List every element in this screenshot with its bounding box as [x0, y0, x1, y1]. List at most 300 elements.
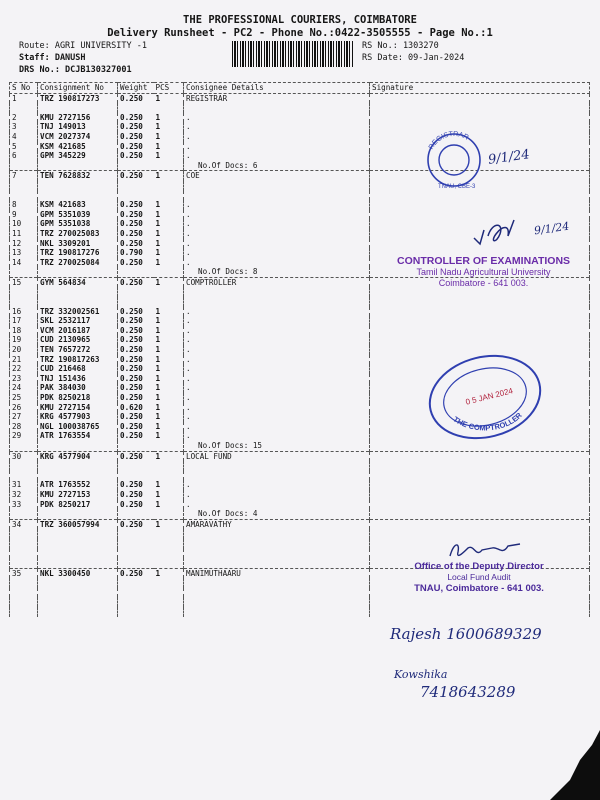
spacer-row [10, 297, 590, 307]
pieces [154, 539, 184, 549]
weight: 0.250 [118, 451, 154, 461]
consignee-details: . [184, 355, 370, 365]
runsheet-title: Delivery Runsheet - PC2 - Phone No.:0422-3505555 - Page No.:1 [107, 27, 493, 39]
consignee-details: AMARAVATHY [184, 519, 370, 529]
consignment-number [38, 529, 118, 539]
col-consignment: Consignment No [38, 83, 118, 94]
weight [118, 287, 154, 297]
consignee-details: . [184, 335, 370, 345]
consignment-number [38, 267, 118, 277]
serial-number: 28 [10, 422, 38, 432]
weight: 0.250 [118, 326, 154, 336]
weight: 0.250 [118, 568, 154, 578]
serial-number [10, 161, 38, 171]
pieces [154, 103, 184, 113]
pieces [154, 267, 184, 277]
pieces: 1 [155, 421, 161, 431]
weight: 0.250 [118, 422, 154, 432]
serial-number: 29 [10, 431, 38, 441]
consignee-details [184, 181, 370, 191]
serial-number: 23 [10, 374, 38, 384]
serial-number: 33 [10, 500, 38, 510]
weight [118, 181, 154, 191]
weight [118, 461, 154, 471]
pieces: 1 [155, 141, 161, 151]
consignment-number: TRZ 190817276 [38, 248, 118, 258]
consignment-number: CUD 216468 [38, 364, 118, 374]
drs-number: DRS No.: DCJB130327001 [19, 65, 132, 75]
rs-date: RS Date: 09-Jan-2024 [362, 53, 465, 63]
lfa-stamp-line2: Local Fund Audit [447, 572, 511, 582]
consignee-details: . [184, 422, 370, 432]
pieces [154, 597, 184, 607]
pieces: 1 [155, 364, 161, 374]
pieces: 1 [154, 451, 184, 461]
pieces [154, 441, 184, 451]
weight: 0.250 [118, 239, 154, 249]
pieces: 1 [155, 354, 161, 364]
col-weight: Weight [118, 83, 154, 94]
torn-corner [540, 720, 600, 800]
table-row [10, 200, 590, 210]
serial-number: 25 [10, 393, 38, 403]
serial-number: 18 [10, 326, 38, 336]
weight: 0.250 [118, 113, 154, 123]
pieces: 1 [155, 393, 161, 402]
registrar-signature-date: 9/1/24 [487, 147, 531, 168]
weight: 0.250 [118, 393, 154, 403]
consignee-details [184, 549, 370, 559]
weight: 0.250 [118, 383, 154, 393]
consignee-details: COMPTROLLER [184, 277, 370, 287]
consignment-number: TEN 7628832 [38, 171, 118, 181]
pieces: 1 [155, 402, 161, 412]
pieces: 1 [155, 112, 161, 122]
serial-number: 2 [10, 113, 38, 123]
consignee-details: . [184, 383, 370, 393]
receiver-name: Kowshika [394, 668, 448, 681]
weight [118, 161, 154, 171]
consignee-details: . [184, 500, 370, 510]
consignee-details: MANIMUTHAARU [184, 568, 370, 578]
weight: 0.250 [118, 210, 154, 220]
consignment-number [38, 588, 118, 598]
serial-number [10, 461, 38, 471]
pieces: 1 [154, 519, 184, 529]
signature-cell [370, 200, 590, 210]
table-row [10, 307, 590, 317]
consignment-number: KSM 421685 [38, 142, 118, 152]
consignment-number [38, 509, 118, 519]
serial-number: 11 [10, 229, 38, 239]
consignment-number: TRZ 332002561 [38, 307, 118, 317]
weight: 0.250 [118, 431, 154, 441]
consignee-details: . [184, 132, 370, 142]
weight: 0.250 [118, 93, 154, 103]
weight: 0.620 [118, 403, 154, 413]
spacer-row [10, 607, 590, 617]
serial-number [10, 181, 38, 191]
consignee-details: . [184, 412, 370, 422]
consignment-number: TRZ 190817263 [38, 355, 118, 365]
serial-number: 30 [10, 451, 38, 461]
pieces [154, 297, 184, 307]
docs-count: No.Of Docs: 6 [184, 161, 370, 171]
signature-cell [370, 441, 590, 451]
signature-cell [370, 326, 590, 336]
consignee-details [184, 607, 370, 617]
consignment-number: SKL 2532117 [38, 316, 118, 326]
signature-cell [370, 103, 590, 113]
serial-number: 7 [10, 171, 38, 181]
serial-number: 1 [10, 93, 38, 103]
table-row [10, 93, 590, 103]
consignment-number [38, 441, 118, 451]
docs-count: No.Of Docs: 4 [184, 509, 370, 519]
consignee-details: . [184, 326, 370, 336]
signature-cell [370, 461, 590, 471]
consignment-number: TRZ 270025084 [38, 258, 118, 268]
comptroller-stamp [425, 352, 545, 442]
pieces: 1 [155, 219, 161, 229]
consignee-details: . [184, 142, 370, 152]
consignment-number [38, 461, 118, 471]
consignee-details: . [184, 229, 370, 239]
weight: 0.250 [118, 277, 154, 287]
route-label: Route: AGRI UNIVERSITY -1 [19, 41, 147, 51]
consignment-number [38, 287, 118, 297]
receiver-phone: 7418643289 [420, 683, 516, 701]
serial-number [10, 529, 38, 539]
weight: 0.250 [118, 200, 154, 210]
consignee-details: . [184, 113, 370, 123]
pieces: 1 [155, 489, 161, 499]
pieces: 1 [155, 383, 161, 393]
col-consignee: Consignee Details [184, 83, 370, 94]
table-row [10, 335, 590, 345]
consignment-number [38, 597, 118, 607]
weight: 0.250 [118, 307, 154, 317]
consignment-number: TRZ 190817273 [38, 93, 118, 103]
pieces [154, 471, 184, 481]
spacer-row [10, 471, 590, 481]
weight [118, 191, 154, 201]
pieces: 1 [155, 306, 161, 316]
signature-cell [370, 113, 590, 123]
pieces [154, 287, 184, 297]
serial-number: 9 [10, 210, 38, 220]
amaravathy-signature: Rajesh 1600689329 [390, 625, 542, 643]
weight [118, 103, 154, 113]
spacer-row [10, 597, 590, 607]
serial-number [10, 509, 38, 519]
weight: 0.250 [118, 132, 154, 142]
consignee-details: . [184, 345, 370, 355]
weight [118, 441, 154, 451]
serial-number [10, 549, 38, 559]
serial-number [10, 597, 38, 607]
serial-number [10, 297, 38, 307]
consignee-details: . [184, 480, 370, 490]
consignment-number [38, 181, 118, 191]
serial-number [10, 287, 38, 297]
consignment-number [38, 471, 118, 481]
consignment-number: TRZ 270025083 [38, 229, 118, 239]
weight: 0.250 [118, 229, 154, 239]
staff-label: Staff: DANUSH [19, 53, 86, 63]
consignee-details [184, 471, 370, 481]
serial-number: 16 [10, 307, 38, 317]
consignment-number: NKL 3309201 [38, 239, 118, 249]
pieces [154, 181, 184, 191]
consignee-details [184, 287, 370, 297]
signature-cell [370, 307, 590, 317]
pieces: 1 [155, 373, 161, 383]
pieces: 1 [155, 480, 161, 490]
docs-count-row [10, 509, 590, 519]
consignee-details: . [184, 490, 370, 500]
weight [118, 597, 154, 607]
consignment-number: GPM 5351039 [38, 210, 118, 220]
signature-cell [370, 471, 590, 481]
consignee-details [184, 191, 370, 201]
registrar-bottom-text: TNAU, CBE-3 [438, 184, 476, 190]
weight [118, 297, 154, 307]
table-row [10, 451, 590, 461]
pieces: 1 [155, 412, 161, 422]
pieces: 1 [154, 277, 184, 287]
serial-number: 24 [10, 383, 38, 393]
consignee-details: . [184, 200, 370, 210]
serial-number: 26 [10, 403, 38, 413]
weight [118, 471, 154, 481]
lfa-signature [446, 538, 526, 562]
serial-number: 6 [10, 151, 38, 161]
pieces: 1 [155, 499, 161, 509]
comptroller-ring-text: THE COMPTROLLER [451, 410, 524, 433]
pieces: 1 [154, 171, 184, 181]
consignment-number: VCM 2016187 [38, 326, 118, 336]
docs-count-row [10, 441, 590, 451]
pieces [154, 558, 184, 568]
serial-number: 3 [10, 122, 38, 132]
signature-cell [370, 519, 590, 529]
pieces [154, 529, 184, 539]
weight: 0.250 [118, 122, 154, 132]
weight [118, 267, 154, 277]
pieces [154, 588, 184, 598]
pieces: 1 [155, 228, 161, 238]
weight: 0.250 [118, 519, 154, 529]
pieces: 1 [155, 431, 161, 441]
serial-number: 8 [10, 200, 38, 210]
consignment-number [38, 191, 118, 201]
table-row [10, 326, 590, 336]
consignment-number: KMU 2727154 [38, 403, 118, 413]
consignment-number: KRG 4577903 [38, 412, 118, 422]
consignment-number: VCM 2027374 [38, 132, 118, 142]
weight [118, 549, 154, 559]
weight [118, 509, 154, 519]
weight [118, 588, 154, 598]
pieces: 1 [155, 316, 161, 326]
registrar-ring-text: REGISTRAR [427, 130, 470, 151]
signature-cell [370, 480, 590, 490]
consignment-number: TNJ 149013 [38, 122, 118, 132]
serial-number: 12 [10, 239, 38, 249]
serial-number [10, 191, 38, 201]
weight: 0.250 [118, 500, 154, 510]
pieces: 1 [155, 151, 161, 161]
table-row [10, 490, 590, 500]
pieces: 1 [155, 238, 161, 248]
pieces [154, 161, 184, 171]
consignment-number: TNJ 151436 [38, 374, 118, 384]
serial-number [10, 539, 38, 549]
pieces: 1 [155, 93, 161, 103]
consignment-number [38, 549, 118, 559]
weight: 0.250 [118, 412, 154, 422]
coe-stamp [397, 256, 570, 289]
weight [118, 607, 154, 617]
barcode [232, 41, 354, 67]
weight [118, 529, 154, 539]
consignee-details: . [184, 316, 370, 326]
consignee-details [184, 597, 370, 607]
serial-number [10, 558, 38, 568]
weight: 0.250 [118, 258, 154, 268]
coe-stamp-line3: Coimbatore - 641 003. [438, 278, 529, 288]
pieces: 1 [155, 335, 161, 345]
weight: 0.250 [118, 345, 154, 355]
pieces: 1 [155, 325, 161, 335]
weight: 0.250 [118, 171, 154, 181]
col-pcs: PCS [154, 83, 184, 94]
serial-number [10, 578, 38, 588]
serial-number: 4 [10, 132, 38, 142]
docs-count: No.Of Docs: 15 [184, 441, 370, 451]
pieces [154, 578, 184, 588]
consignee-details: . [184, 239, 370, 249]
consignee-details: . [184, 393, 370, 403]
serial-number [10, 588, 38, 598]
table-row [10, 519, 590, 529]
weight: 0.250 [118, 151, 154, 161]
consignment-number: PAK 384030 [38, 383, 118, 393]
consignment-number [38, 161, 118, 171]
consignee-details [184, 461, 370, 471]
signature-cell [370, 335, 590, 345]
consignee-details: . [184, 307, 370, 317]
consignee-details: . [184, 431, 370, 441]
consignee-details: . [184, 374, 370, 384]
pieces: 1 [155, 122, 161, 132]
pieces: 1 [155, 209, 161, 219]
signature-cell [370, 607, 590, 617]
consignment-number: PDK 8250218 [38, 393, 118, 403]
consignment-number: CUD 2130965 [38, 335, 118, 345]
signature-cell [370, 93, 590, 103]
consignment-number [38, 558, 118, 568]
pieces [154, 549, 184, 559]
consignment-number: ATR 1763552 [38, 480, 118, 490]
consignment-number: PDK 8250217 [38, 500, 118, 510]
consignment-number: TEN 7657272 [38, 345, 118, 355]
serial-number: 15 [10, 277, 38, 287]
table-header [10, 83, 590, 94]
consignee-details: . [184, 258, 370, 268]
serial-number: 34 [10, 519, 38, 529]
consignee-details: . [184, 364, 370, 374]
pieces: 1 [155, 345, 161, 355]
consignee-details: . [184, 403, 370, 413]
serial-number [10, 103, 38, 113]
consignment-number: GYM 564834 [38, 277, 118, 287]
consignee-details: . [184, 122, 370, 132]
table-row [10, 316, 590, 326]
table-row [10, 113, 590, 123]
weight: 0.250 [118, 142, 154, 152]
serial-number: 35 [10, 568, 38, 578]
lfa-stamp-line1: Office of the Deputy Director [414, 561, 544, 572]
weight: 0.250 [118, 480, 154, 490]
serial-number: 5 [10, 142, 38, 152]
spacer-row [10, 103, 590, 113]
consignee-details [184, 578, 370, 588]
consignment-number: KSM 421683 [38, 200, 118, 210]
serial-number: 14 [10, 258, 38, 268]
consignee-details: COE [184, 171, 370, 181]
weight [118, 558, 154, 568]
consignment-number [38, 539, 118, 549]
weight: 0.250 [118, 316, 154, 326]
consignee-details: LOCAL FUND [184, 451, 370, 461]
coe-stamp-line1: CONTROLLER OF EXAMINATIONS [397, 255, 571, 267]
signature-cell [370, 316, 590, 326]
consignee-details [184, 588, 370, 598]
rs-number: RS No.: 1303270 [362, 41, 439, 51]
serial-number: 10 [10, 219, 38, 229]
consignment-number: TRZ 360057994 [38, 519, 118, 529]
company-title: THE PROFESSIONAL COURIERS, COIMBATORE [183, 14, 417, 26]
signature-cell [370, 500, 590, 510]
pieces [154, 191, 184, 201]
serial-number [10, 267, 38, 277]
consignment-number [38, 578, 118, 588]
serial-number: 22 [10, 364, 38, 374]
consignee-details: . [184, 151, 370, 161]
coe-signature [470, 212, 532, 248]
consignee-details [184, 297, 370, 307]
lfa-stamp-line3: TNAU, Coimbatore - 641 003. [414, 583, 544, 594]
consignment-number: NGL 100038765 [38, 422, 118, 432]
serial-number [10, 607, 38, 617]
signature-cell [370, 490, 590, 500]
serial-number [10, 441, 38, 451]
consignment-number: ATR 1763554 [38, 431, 118, 441]
consignee-details: REGISTRAR [184, 93, 370, 103]
consignee-details [184, 529, 370, 539]
spacer-row [10, 461, 590, 471]
serial-number: 32 [10, 490, 38, 500]
weight: 0.250 [118, 355, 154, 365]
weight: 0.250 [118, 364, 154, 374]
signature-cell [370, 509, 590, 519]
serial-number: 27 [10, 412, 38, 422]
pieces [154, 509, 184, 519]
weight: 0.250 [118, 374, 154, 384]
serial-number: 21 [10, 355, 38, 365]
